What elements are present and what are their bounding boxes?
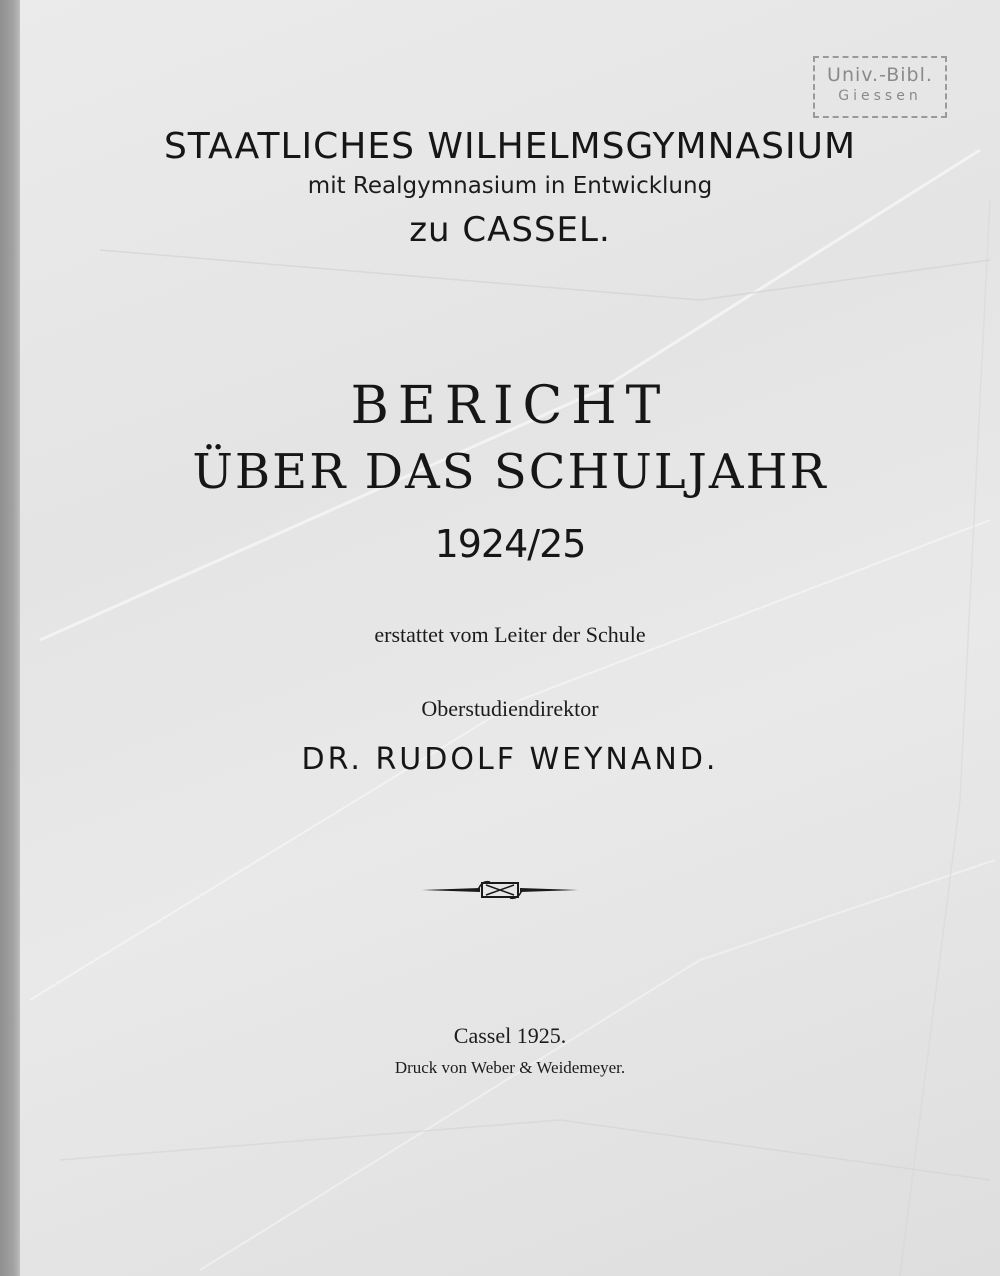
imprint-printer: Druck von Weber & Weidemeyer. [394, 1058, 626, 1077]
school-name: STAATLICHES WILHELMSGYMNASIUM [163, 126, 857, 167]
author-role: Oberstudiendirektor [421, 696, 599, 721]
imprint-place-year: Cassel 1925. [453, 1023, 567, 1048]
ornament-divider-icon [420, 876, 580, 904]
school-subtitle: mit Realgymnasium in Entwicklung [307, 173, 713, 199]
library-stamp [813, 56, 947, 118]
author-name: DR. RUDOLF WEYNAND. [301, 742, 719, 777]
school-year: 1924/25 [434, 522, 586, 566]
stamp-line-1: Univ.-Bibl. [827, 64, 933, 86]
stamp-line-2: Giessen [838, 88, 922, 104]
school-location: zu CASSEL. [409, 210, 611, 250]
reporter-line: erstattet vom Leiter der Schule [374, 622, 646, 647]
report-subtitle: ÜBER DAS SCHULJAHR [192, 444, 828, 500]
report-title: BERICHT [350, 376, 670, 436]
